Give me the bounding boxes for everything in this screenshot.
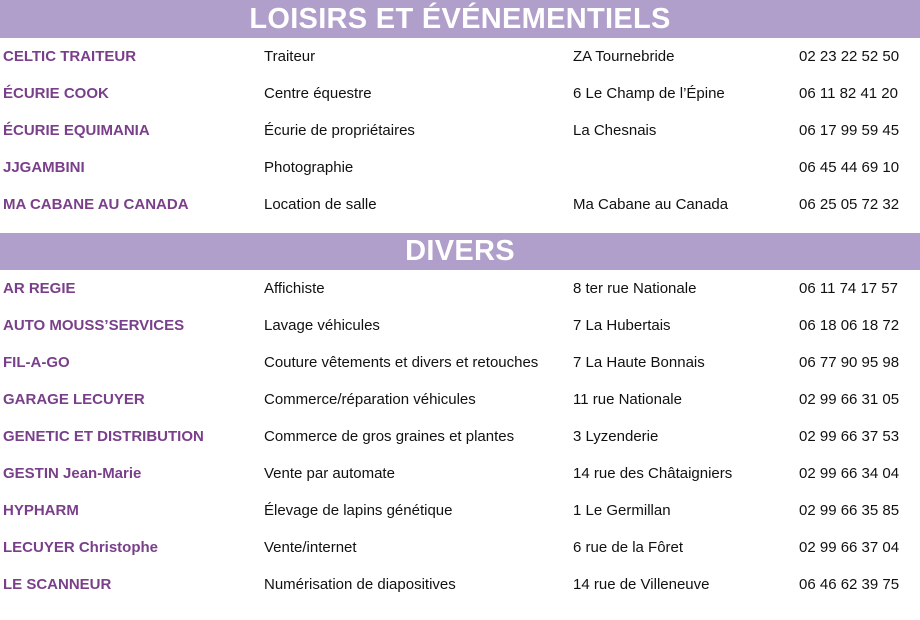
directory-row: [0, 492, 920, 529]
directory-row: [0, 381, 920, 418]
business-address: 7 La Haute Bonnais: [573, 354, 705, 371]
business-address: 3 Lyzenderie: [573, 428, 659, 445]
directory-row: [0, 270, 920, 307]
business-name: GENETIC ET DISTRIBUTION: [3, 428, 204, 445]
directory-row: [0, 149, 920, 186]
business-phone: 02 99 66 34 04: [799, 465, 900, 482]
business-activity: Affichiste: [264, 280, 325, 297]
business-phone: 06 18 06 18 72: [799, 317, 900, 334]
business-activity: Vente par automate: [264, 465, 395, 482]
business-address: La Chesnais: [573, 122, 657, 139]
directory-row: [0, 38, 920, 75]
business-name: GARAGE LECUYER: [3, 391, 145, 408]
business-address: 1 Le Germillan: [573, 502, 671, 519]
directory-row: [0, 112, 920, 149]
business-phone: 02 99 66 37 53: [799, 428, 900, 445]
business-name: GESTIN Jean-Marie: [3, 465, 142, 482]
business-phone: 02 99 66 37 04: [799, 539, 900, 556]
business-phone: 06 25 05 72 32: [799, 196, 900, 213]
business-phone: 06 11 82 41 20: [799, 85, 898, 102]
business-name: ÉCURIE COOK: [3, 85, 109, 102]
business-address: ZA Tournebride: [573, 48, 675, 65]
business-phone: 06 45 44 69 10: [799, 159, 900, 176]
business-address: 7 La Hubertais: [573, 317, 671, 334]
business-address: 11 rue Nationale: [573, 391, 682, 408]
business-address: 14 rue des Châtaigniers: [573, 465, 733, 482]
directory-row: [0, 455, 920, 492]
business-phone: 02 99 66 35 85: [799, 502, 900, 519]
business-phone: 06 17 99 59 45: [799, 122, 900, 139]
business-activity: Numérisation de diapositives: [264, 576, 456, 593]
business-activity: Élevage de lapins génétique: [264, 502, 453, 519]
business-address: 14 rue de Villeneuve: [573, 576, 710, 593]
directory-row: [0, 566, 920, 603]
business-name: MA CABANE AU CANADA: [3, 196, 189, 213]
business-address: 6 rue de la Fôret: [573, 539, 684, 556]
business-activity: Vente/internet: [264, 539, 357, 556]
business-phone: 02 99 66 31 05: [799, 391, 900, 408]
business-address: Ma Cabane au Canada: [573, 196, 729, 213]
business-phone: 06 77 90 95 98: [799, 354, 900, 371]
business-activity: Commerce de gros graines et plantes: [264, 428, 515, 445]
business-name: JJGAMBINI: [3, 159, 85, 176]
directory-list-loisirs: [0, 38, 920, 223]
directory-row: [0, 529, 920, 566]
directory-row: [0, 186, 920, 223]
business-activity: Couture vêtements et divers et retouches: [264, 354, 539, 371]
business-activity: Traiteur: [264, 48, 316, 65]
section-title-loisirs: LOISIRS ET ÉVÉNEMENTIELS: [0, 0, 920, 38]
directory-row: [0, 344, 920, 381]
business-name: LE SCANNEUR: [3, 576, 112, 593]
directory-row: [0, 418, 920, 455]
business-phone: 06 11 74 17 57: [799, 280, 898, 297]
business-phone: 06 46 62 39 75: [799, 576, 900, 593]
section-title-divers: DIVERS: [0, 233, 920, 270]
business-name: LECUYER Christophe: [3, 539, 159, 556]
business-activity: Photographie: [264, 159, 354, 176]
business-name: FIL-A-GO: [3, 354, 70, 371]
business-activity: Centre équestre: [264, 85, 372, 102]
directory-row: [0, 307, 920, 344]
business-name: AR REGIE: [3, 280, 76, 297]
business-address: 6 Le Champ de l’Épine: [573, 85, 725, 102]
business-name: AUTO MOUSS’SERVICES: [3, 317, 185, 334]
business-activity: Commerce/réparation véhicules: [264, 391, 476, 408]
business-name: CELTIC TRAITEUR: [3, 48, 137, 65]
business-activity: Location de salle: [264, 196, 377, 213]
business-name: HYPHARM: [3, 502, 79, 519]
directory-list-divers: [0, 270, 920, 603]
directory-row: [0, 75, 920, 112]
business-phone: 02 23 22 52 50: [799, 48, 900, 65]
business-activity: Écurie de propriétaires: [264, 122, 415, 139]
business-activity: Lavage véhicules: [264, 317, 380, 334]
business-address: 8 ter rue Nationale: [573, 280, 697, 297]
business-name: ÉCURIE EQUIMANIA: [3, 122, 150, 139]
